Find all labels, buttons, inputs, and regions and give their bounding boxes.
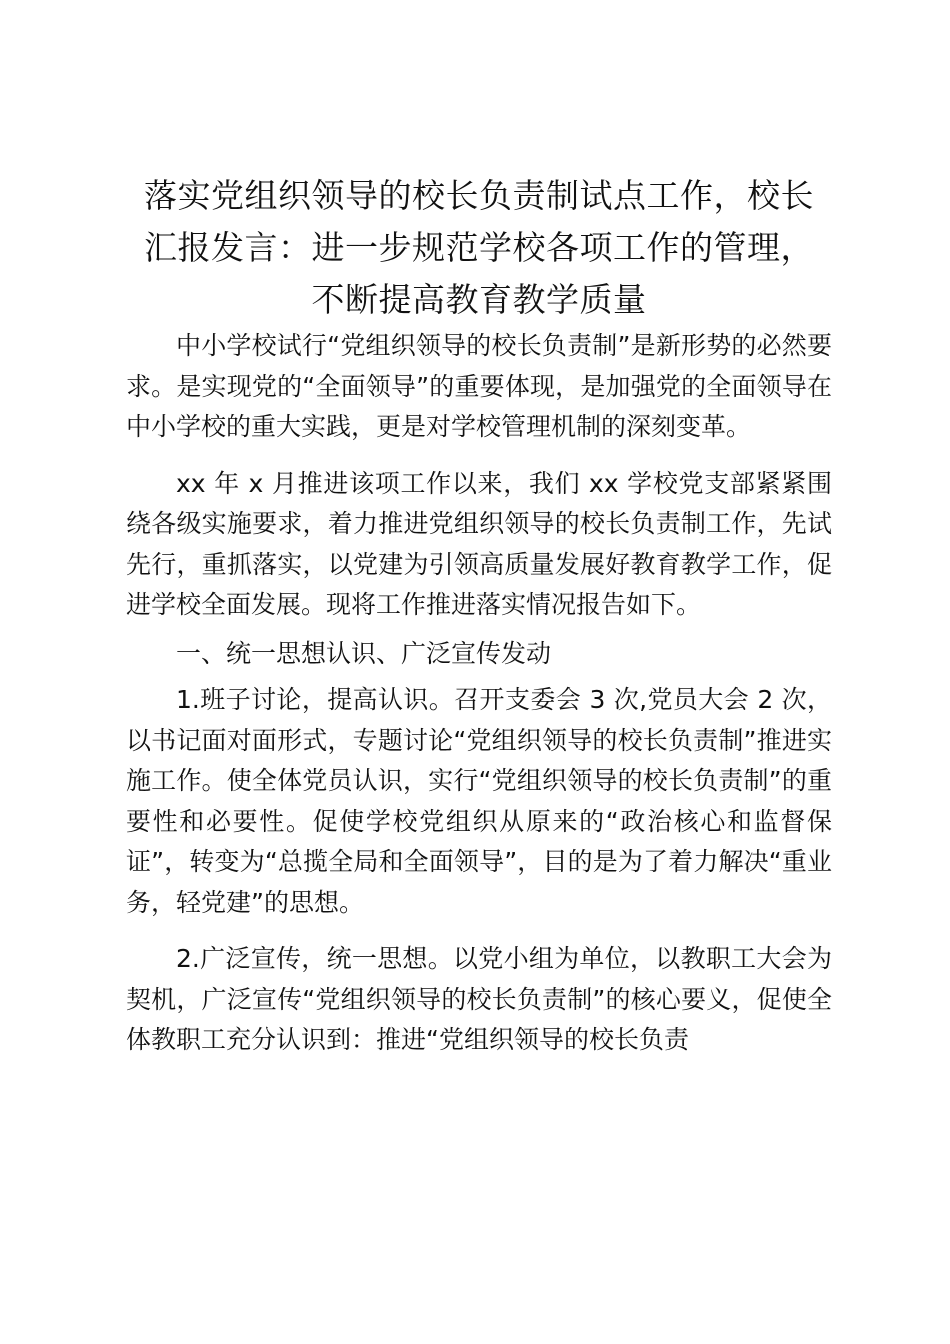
section-heading: 一、统一思想认识、广泛宣传发动: [176, 638, 552, 668]
section-paragraph-2: 2.广泛宣传，统一思想。以党小组为单位，以教职工大会为契机，广泛宣传“党组织领导的校长负责制”的核心要义，促使全体教职工充分认识到：推进“党组织领导的校长负责: [126, 944, 832, 1054]
progress-paragraph: xx 年 x 月推进该项工作以来，我们 xx 学校党支部紧紧围绕各级实施要求，着力推进党组织领导的校长负责制工作，先试先行，重抓落实，以党建为引领高质量发展好教育教学工作，促进学校全面发展。现将工作推进落实情况报告如下。: [126, 468, 832, 619]
title-line-3: 不断提高教育教学质量: [311, 280, 647, 319]
section-paragraph-1: 1.班子讨论，提高认识。召开支委会 3 次,党员大会 2 次，以书记面对面形式，专题讨论“党组织领导的校长负责制”推进实施工作。使全体党员认识，实行“党组织领导的校长负责制”的重要性和必要性。促使学校党组织从原来的“政治核心和监督保证”，转变为“总揽全局和全面领导”，目的是为了着力解决“重业务，轻党建”的思想。: [126, 685, 832, 917]
title-line-2: 汇报发言：进一步规范学校各项工作的管理，: [144, 228, 814, 267]
document-title: [126, 170, 832, 326]
intro-paragraph: 中小学校试行“党组织领导的校长负责制”是新形势的必然要求。是实现党的“全面领导”的重要体现，是加强党的全面领导在中小学校的重大实践，更是对学校管理机制的深刻变革。: [126, 331, 832, 441]
title-line-1: 落实党组织领导的校长负责制试点工作，校长: [144, 176, 814, 215]
document-body: [126, 170, 832, 1061]
